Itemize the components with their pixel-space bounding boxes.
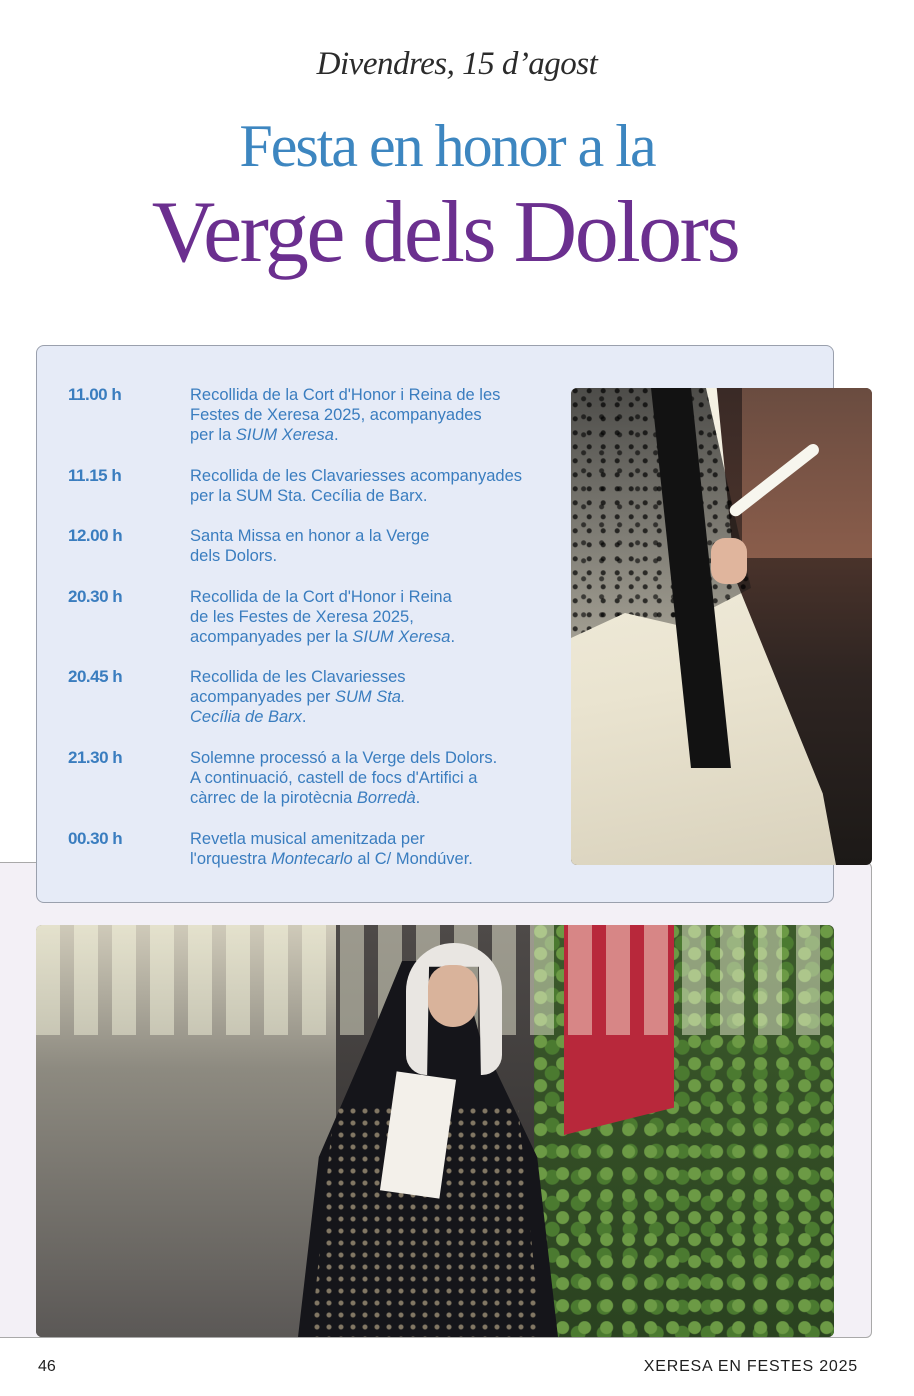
description-line	[190, 748, 560, 768]
line-text: Festes de Xeresa 2025, acompanyades	[190, 406, 482, 424]
description-line	[190, 405, 560, 425]
photo-background-wall	[742, 388, 872, 558]
line-text: de les Festes de Xeresa 2025,	[190, 608, 414, 626]
line-text: Recollida de les Clavariesses acompanyades	[190, 467, 523, 485]
schedule-time: 12.00 h	[68, 526, 123, 545]
schedule-time: 11.00 h	[68, 385, 122, 404]
line-text: càrrec de la pirotècnia	[190, 789, 357, 807]
line-text: per la SUM Sta. Cecília de Barx.	[190, 487, 428, 505]
description-line	[190, 587, 560, 607]
schedule-description	[190, 385, 560, 445]
line-text: per la	[190, 426, 236, 444]
line-text: Solemne processó a la Verge dels Dolors.	[190, 749, 498, 767]
description-line	[190, 667, 560, 687]
page-number: 46	[38, 1358, 56, 1375]
schedule-description	[190, 587, 560, 647]
schedule-description	[190, 526, 560, 566]
line-trailing-text: .	[333, 426, 339, 444]
photo-hand	[711, 538, 747, 584]
line-trailing-text: .	[450, 628, 456, 646]
description-line	[190, 768, 560, 788]
line-italic-text: SIUM Xeresa	[352, 628, 451, 646]
schedule-time: 00.30 h	[68, 829, 123, 848]
line-italic-text: Cecília de Barx	[190, 708, 302, 726]
description-line	[190, 849, 560, 869]
line-italic-text: Borredà	[356, 789, 416, 807]
photo-statue-face	[428, 965, 478, 1027]
line-text: Revetla musical amenitzada per	[190, 830, 425, 848]
line-text: Recollida de la Cort d'Honor i Reina	[190, 588, 452, 606]
line-text: l'orquestra	[190, 850, 272, 868]
line-trailing-text: .	[301, 708, 307, 726]
schedule-description	[190, 829, 560, 869]
description-line	[190, 829, 560, 849]
description-line	[190, 627, 560, 647]
description-line	[190, 425, 560, 445]
event-date: Divendres, 15 d’agost	[316, 46, 598, 82]
description-line	[190, 687, 560, 707]
page-title-line-1: Festa en honor a la	[239, 113, 655, 179]
schedule-time: 21.30 h	[68, 748, 123, 767]
line-text: acompanyades per la	[190, 628, 353, 646]
photo-dress-with-candle	[571, 388, 872, 865]
schedule-time: 11.15 h	[68, 466, 122, 485]
line-trailing-text: .	[415, 789, 421, 807]
description-line	[190, 707, 560, 727]
schedule-description	[190, 667, 560, 727]
schedule-description	[190, 748, 560, 808]
line-italic-text: Montecarlo	[271, 850, 353, 868]
page-title-line-2: Verge dels Dolors	[151, 184, 739, 281]
description-line	[190, 546, 560, 566]
schedule-time: 20.30 h	[68, 587, 123, 606]
line-italic-text: SUM Sta.	[334, 688, 406, 706]
line-text: Recollida de la Cort d'Honor i Reina de les	[190, 386, 501, 404]
description-line	[190, 526, 560, 546]
description-line	[190, 607, 560, 627]
description-line	[190, 385, 560, 405]
schedule-description	[190, 466, 560, 506]
photo-virgin-statue-procession	[36, 925, 834, 1337]
description-line	[190, 788, 560, 808]
line-italic-text: SIUM Xeresa	[235, 426, 334, 444]
publication-title: XERESA EN FESTES 2025	[643, 1358, 858, 1375]
schedule-time: 20.45 h	[68, 667, 123, 686]
line-trailing-text: al C/ Mondúver.	[352, 850, 473, 868]
line-text: dels Dolors.	[190, 547, 278, 565]
line-text: A continuació, castell de focs d'Artifici a	[190, 769, 478, 787]
line-text: acompanyades per	[190, 688, 335, 706]
line-text: Recollida de les Clavariesses	[190, 668, 406, 686]
description-line	[190, 486, 560, 506]
line-text: Santa Missa en honor a la Verge	[190, 527, 430, 545]
description-line	[190, 466, 560, 486]
